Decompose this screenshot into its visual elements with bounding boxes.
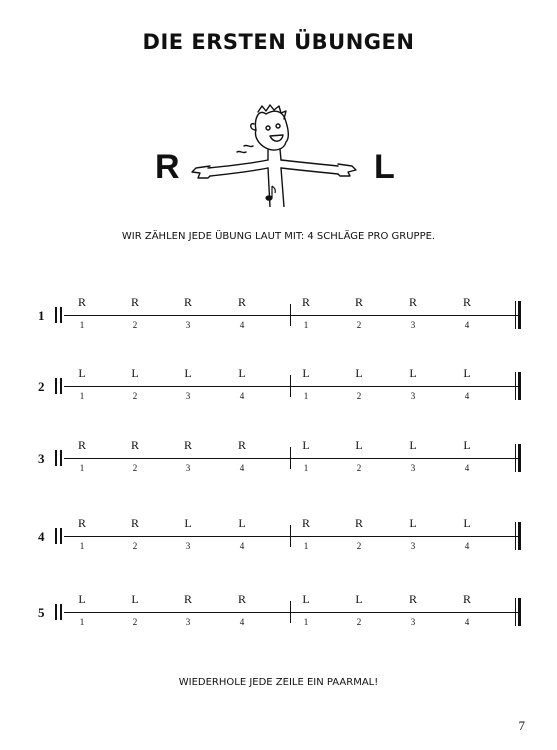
- stroke-letter: L: [302, 366, 310, 380]
- stroke-letter: L: [184, 366, 192, 380]
- beat-count: 3: [410, 541, 416, 551]
- page-number: 7: [518, 718, 525, 733]
- stroke-letter: R: [130, 295, 139, 309]
- beat-count: 3: [410, 463, 416, 473]
- end-barline-thick: [518, 444, 521, 472]
- beat-count: 3: [185, 463, 191, 473]
- end-barline-thin: [515, 372, 516, 400]
- stroke-letter: R: [237, 592, 246, 606]
- beat-count: 4: [464, 320, 470, 330]
- stroke-letter: R: [408, 295, 417, 309]
- stroke-letter: L: [355, 592, 363, 606]
- beat-count: 4: [464, 617, 470, 627]
- end-barline-thin: [515, 598, 516, 626]
- staff-line: [64, 386, 520, 387]
- stroke-letter: L: [463, 438, 471, 452]
- beat-count: 2: [132, 463, 138, 473]
- stroke-letter: R: [77, 516, 86, 530]
- stroke-letter: L: [78, 366, 86, 380]
- stroke-letter: L: [302, 592, 310, 606]
- beat-count: 2: [356, 320, 362, 330]
- beat-count: 1: [303, 617, 309, 627]
- stroke-letter: R: [77, 438, 86, 452]
- measure-barline: [290, 375, 291, 397]
- stroke-letter: L: [302, 438, 310, 452]
- stroke-letter: L: [78, 592, 86, 606]
- right-hand-label: R: [155, 148, 180, 186]
- beat-count: 2: [132, 617, 138, 627]
- beat-count: 3: [410, 617, 416, 627]
- end-barline-thin: [515, 444, 516, 472]
- stroke-letter: R: [77, 295, 86, 309]
- stroke-letter: L: [409, 366, 417, 380]
- beat-count: 1: [79, 391, 85, 401]
- end-barline-thin: [515, 301, 516, 329]
- beat-count: 3: [185, 320, 191, 330]
- stroke-letter: R: [462, 592, 471, 606]
- staff-line: [64, 612, 520, 613]
- subtitle: WIR ZÄHLEN JEDE ÜBUNG LAUT MIT: 4 SCHLÄGE PRO GRUPPE.: [121, 231, 436, 242]
- end-barline-thick: [518, 372, 521, 400]
- beat-count: 4: [464, 391, 470, 401]
- exercise-row: [0, 363, 557, 409]
- stroke-letter: R: [183, 295, 192, 309]
- stroke-letter: R: [183, 592, 192, 606]
- beat-count: 4: [464, 541, 470, 551]
- stroke-letter: L: [463, 516, 471, 530]
- stroke-letter: R: [354, 295, 363, 309]
- stroke-letter: L: [409, 516, 417, 530]
- stroke-letter: L: [463, 366, 471, 380]
- beat-count: 3: [410, 320, 416, 330]
- stroke-letter: R: [354, 516, 363, 530]
- exercise-number: 1: [38, 308, 45, 323]
- beat-count: 2: [132, 541, 138, 551]
- beat-count: 1: [303, 541, 309, 551]
- beat-count: 3: [185, 541, 191, 551]
- exercise-row: [0, 292, 557, 338]
- stroke-letter: R: [130, 516, 139, 530]
- beat-count: 2: [356, 617, 362, 627]
- exercise-number: 4: [38, 529, 45, 544]
- end-barline-thin: [515, 522, 516, 550]
- end-barline-thick: [518, 522, 521, 550]
- exercise-number: 3: [38, 451, 45, 466]
- beat-count: 1: [79, 617, 85, 627]
- stroke-letter: L: [238, 516, 246, 530]
- stroke-letter: R: [237, 295, 246, 309]
- measure-barline: [290, 447, 291, 469]
- beat-count: 1: [79, 463, 85, 473]
- stroke-letter: R: [237, 438, 246, 452]
- stroke-letter: L: [184, 516, 192, 530]
- beat-count: 4: [239, 463, 245, 473]
- beat-count: 3: [185, 391, 191, 401]
- exercise-number: 5: [38, 605, 45, 620]
- exercise-row: [0, 513, 557, 559]
- stroke-letter: R: [462, 295, 471, 309]
- end-barline-thick: [518, 598, 521, 626]
- exercise-number: 2: [38, 379, 45, 394]
- staff-line: [64, 458, 520, 459]
- end-barline-thick: [518, 301, 521, 329]
- stroke-letter: R: [408, 592, 417, 606]
- measure-barline: [290, 601, 291, 623]
- beat-count: 3: [185, 617, 191, 627]
- beat-count: 2: [356, 391, 362, 401]
- beat-count: 2: [356, 463, 362, 473]
- stroke-letter: L: [409, 438, 417, 452]
- stroke-letter: L: [131, 366, 139, 380]
- stroke-letter: L: [238, 366, 246, 380]
- beat-count: 4: [239, 391, 245, 401]
- beat-count: 4: [464, 463, 470, 473]
- stroke-letter: R: [183, 438, 192, 452]
- measure-barline: [290, 304, 291, 326]
- footer-instruction: WIEDERHOLE JEDE ZEILE EIN PAARMAL!: [178, 677, 379, 688]
- left-hand-label: L: [374, 148, 395, 186]
- stroke-letter: R: [130, 438, 139, 452]
- staff-line: [64, 315, 520, 316]
- beat-count: 2: [356, 541, 362, 551]
- exercise-row: [0, 435, 557, 481]
- beat-count: 4: [239, 320, 245, 330]
- beat-count: 1: [303, 391, 309, 401]
- measure-barline: [290, 525, 291, 547]
- beat-count: 2: [132, 391, 138, 401]
- beat-count: 1: [303, 320, 309, 330]
- page-title: DIE ERSTEN ÜBUNGEN: [142, 30, 415, 54]
- stroke-letter: L: [355, 438, 363, 452]
- staff-line: [64, 536, 520, 537]
- stroke-letter: L: [131, 592, 139, 606]
- beat-count: 4: [239, 617, 245, 627]
- stroke-letter: R: [301, 516, 310, 530]
- beat-count: 2: [132, 320, 138, 330]
- stroke-letter: L: [355, 366, 363, 380]
- stroke-letter: R: [301, 295, 310, 309]
- beat-count: 4: [239, 541, 245, 551]
- beat-count: 1: [79, 320, 85, 330]
- beat-count: 3: [410, 391, 416, 401]
- beat-count: 1: [79, 541, 85, 551]
- drummer-illustration-icon: [188, 102, 360, 207]
- beat-count: 1: [303, 463, 309, 473]
- exercise-row: [0, 589, 557, 635]
